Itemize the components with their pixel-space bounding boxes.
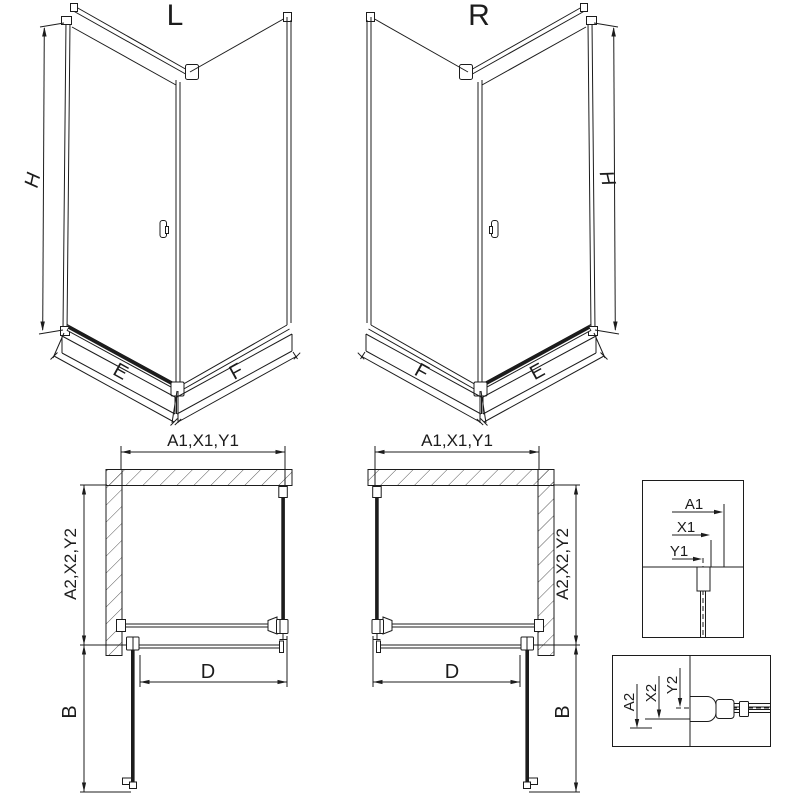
entry-dimension-label-right-plan: D bbox=[444, 661, 460, 683]
detail2-y2-label: Y2 bbox=[664, 675, 681, 695]
entry-dimension-label-left-plan: D bbox=[200, 661, 216, 683]
door-open-dimension-label-left-plan: B bbox=[59, 705, 81, 719]
panel-width-label-left: F bbox=[225, 359, 248, 385]
detail1-a1-label: A1 bbox=[684, 496, 704, 513]
top-dimension-label-left-plan: A1,X1,Y1 bbox=[167, 431, 239, 450]
side-dimension-label-right-plan: A2,X2,Y2 bbox=[553, 528, 572, 600]
left-plan-view bbox=[59, 431, 292, 792]
left-3d-view bbox=[21, 0, 301, 426]
left-plan-walls bbox=[106, 470, 292, 656]
door-open-dimension-label-right-plan: B bbox=[552, 705, 574, 719]
side-dimension-label-left-plan: A2,X2,Y2 bbox=[61, 528, 80, 600]
detail-box-top-profile bbox=[643, 481, 744, 638]
detail1-x1-label: X1 bbox=[676, 519, 696, 536]
top-dimension-label-right-plan: A1,X1,Y1 bbox=[421, 431, 493, 450]
right-3d-view bbox=[358, 0, 620, 426]
right-plan-view bbox=[368, 431, 580, 792]
left-enclosure-geometry bbox=[39, 4, 300, 426]
right-enclosure-geometry bbox=[358, 4, 619, 426]
door-width-label-left: E bbox=[109, 359, 132, 385]
height-dimension-label-right: H bbox=[594, 168, 620, 188]
right-plan-walls bbox=[368, 470, 554, 656]
panel-width-label-right: F bbox=[410, 359, 433, 385]
detail1-y1-label: Y1 bbox=[669, 543, 689, 560]
detail2-a2-label: A2 bbox=[621, 692, 638, 712]
right-view-title: R bbox=[468, 0, 490, 32]
detail-box-bottom-profile bbox=[613, 656, 771, 747]
door-width-label-right: E bbox=[526, 359, 549, 385]
height-dimension-label-left: H bbox=[20, 170, 46, 190]
left-view-title: L bbox=[166, 0, 184, 32]
detail2-x2-label: X2 bbox=[643, 683, 660, 703]
